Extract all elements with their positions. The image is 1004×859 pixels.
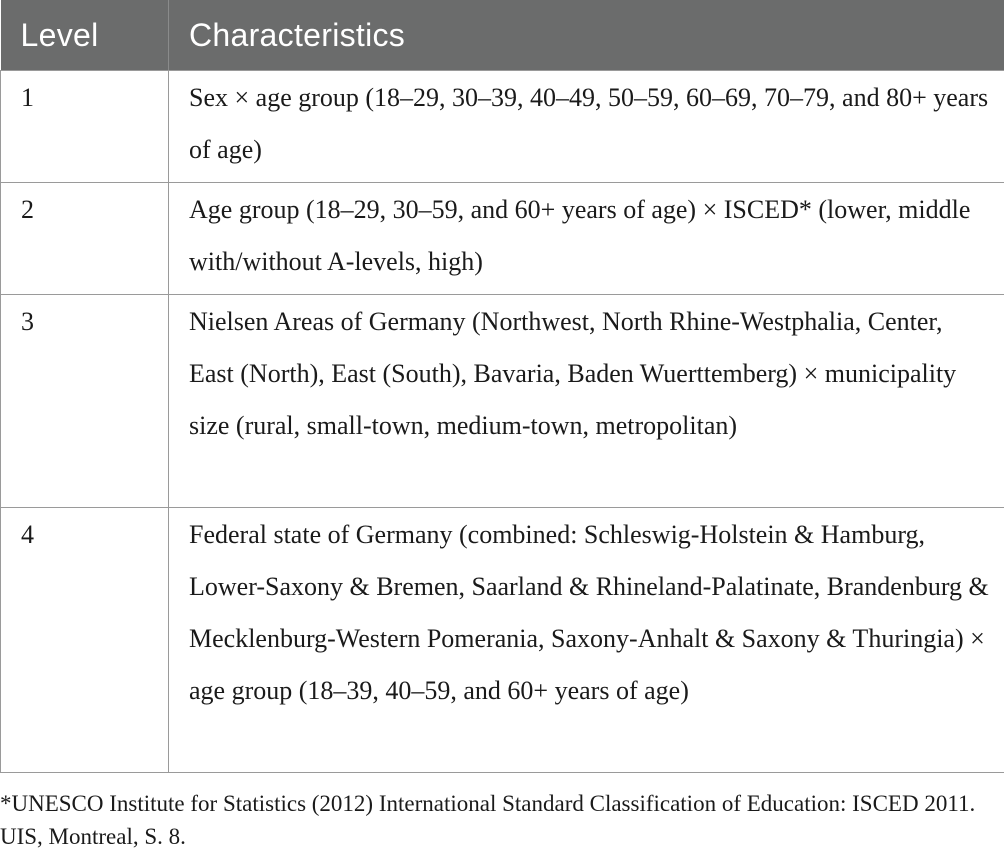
header-level: Level bbox=[1, 0, 169, 71]
table-row bbox=[1, 183, 1004, 295]
table-row bbox=[1, 508, 1004, 773]
cell-characteristics: Nielsen Areas of Germany (Northwest, North Rhine-Westphalia, Center, East (North), East (South), Bavaria, Baden Wuerttemberg) × municipality size (rural, small-town, medium-town, metropolitan) bbox=[169, 295, 1004, 508]
table-row bbox=[1, 71, 1004, 183]
cell-level: 1 bbox=[1, 71, 169, 183]
cell-level: 4 bbox=[1, 508, 169, 773]
cell-level: 2 bbox=[1, 183, 169, 295]
cell-characteristics: Age group (18–29, 30–59, and 60+ years of age) × ISCED* (lower, middle with/without A-levels, high) bbox=[169, 183, 1004, 295]
header-row bbox=[1, 0, 1004, 71]
cell-characteristics: Federal state of Germany (combined: Schleswig-Holstein & Hamburg, Lower-Saxony & Bremen, Saarland & Rhineland-Palatinate, Brandenburg & Mecklenburg-Western Pomerania, Saxony-Anhalt & Saxony & Thuringia) × age group (18–39, 40–59, and 60+ years of age) bbox=[169, 508, 1004, 773]
table-row bbox=[1, 295, 1004, 508]
table-body bbox=[1, 71, 1004, 773]
table-header bbox=[1, 0, 1004, 71]
header-characteristics: Characteristics bbox=[169, 0, 1004, 71]
cell-level: 3 bbox=[1, 295, 169, 508]
table-footnote: *UNESCO Institute for Statistics (2012) International Standard Classification of Education: ISCED 2011. UIS, Montreal, S. 8. bbox=[0, 791, 976, 849]
cell-characteristics: Sex × age group (18–29, 30–39, 40–49, 50–59, 60–69, 70–79, and 80+ years of age) bbox=[169, 71, 1004, 183]
